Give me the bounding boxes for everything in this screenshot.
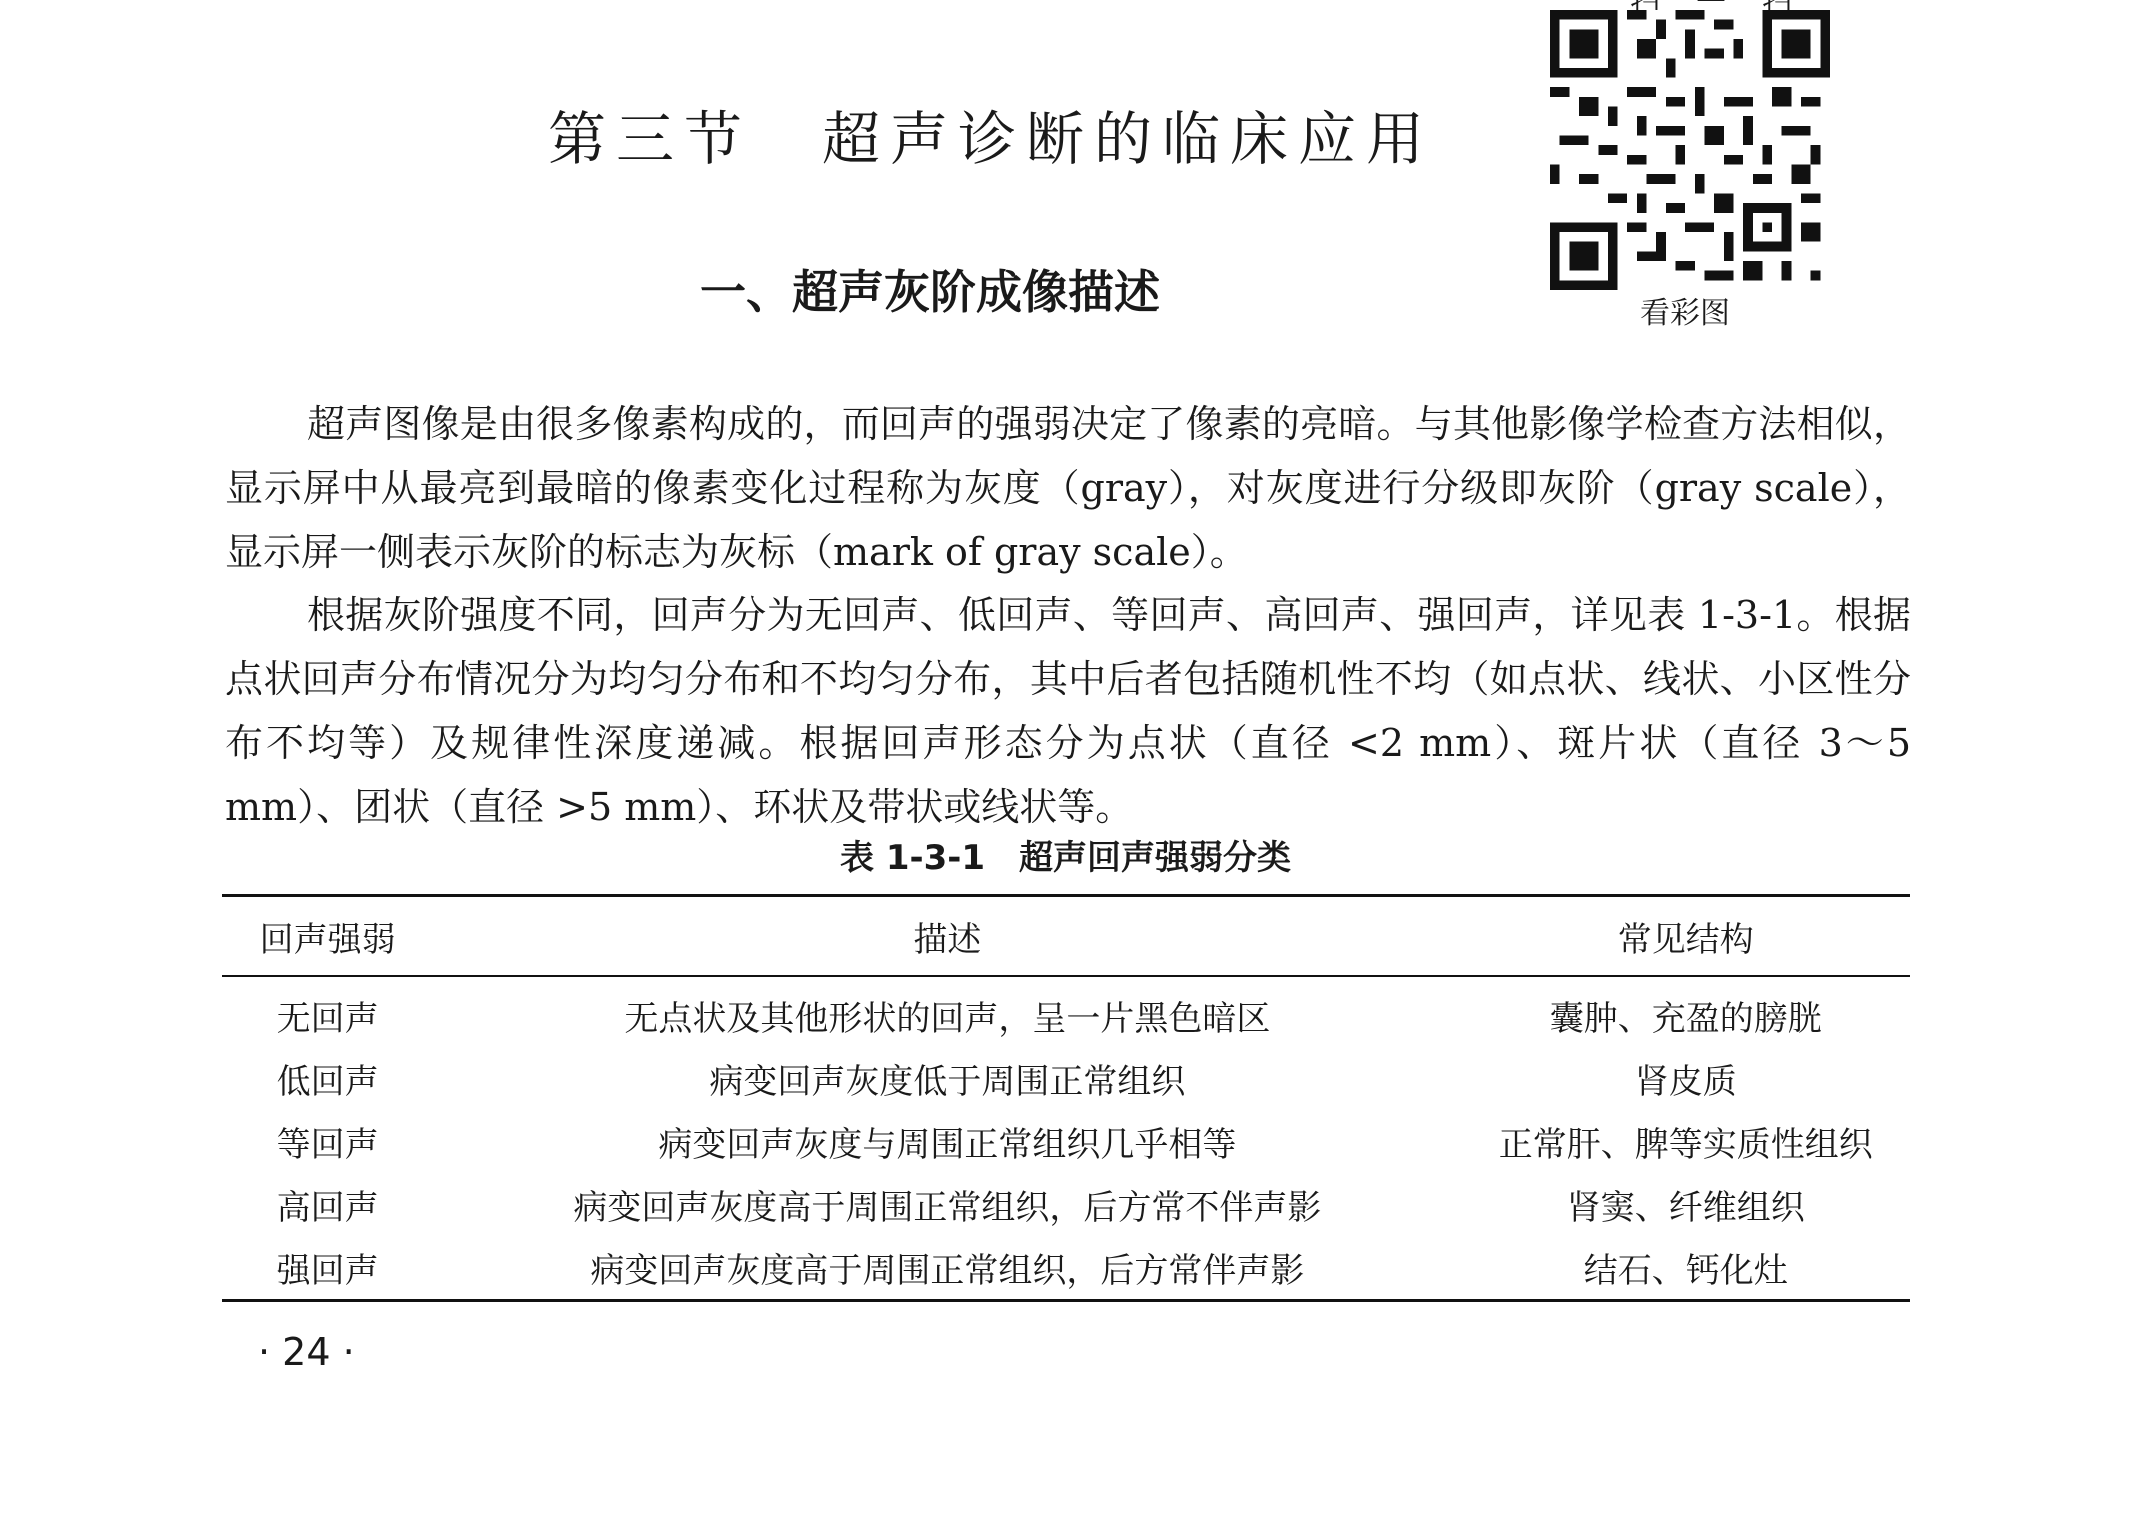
table-cell: 结石、钙化灶	[1461, 1236, 1910, 1301]
table-row	[222, 1173, 1910, 1236]
table-cell: 病变回声灰度低于周围正常组织	[709, 1062, 1186, 1102]
table-cell: 肾皮质	[1634, 1062, 1737, 1102]
qr-code-icon[interactable]	[1550, 10, 1830, 290]
table-header-cell: 常见结构	[1461, 896, 1910, 977]
table-cell: 无回声	[276, 999, 379, 1039]
section-heading: 一、超声灰阶成像描述	[700, 265, 1160, 319]
chapter-title	[548, 92, 1435, 176]
table-row	[222, 976, 1910, 1047]
table-row	[222, 1047, 1910, 1110]
echo-classification-table	[222, 894, 1910, 1302]
table-caption: 表 1-3-1 超声回声强弱分类	[840, 838, 1292, 878]
body-paragraph-1: 超声图像是由很多像素构成的，而回声的强弱决定了像素的亮暗。与其他影像学检查方法相似，显示屏中从最亮到最暗的像素变化过程称为灰度（gray），对灰度进行分级即灰阶（gray scale），显示屏一侧表示灰阶的标志为灰标（mark of gray scale）。	[225, 402, 1911, 574]
table-row	[222, 1236, 1910, 1301]
table-cell: 强回声	[222, 1236, 433, 1301]
table-header-cell: 描述	[433, 896, 1461, 977]
table-row	[222, 1110, 1910, 1173]
table-cell: 病变回声灰度高于周围正常组织，后方常伴声影	[433, 1236, 1461, 1301]
table-header-row	[222, 896, 1910, 977]
chapter-name: 超声诊断的临床应用	[822, 105, 1435, 173]
table-cell: 高回声	[276, 1188, 379, 1228]
table-header-cell: 回声强弱	[222, 896, 433, 977]
body-paragraph-2: 根据灰阶强度不同，回声分为无回声、低回声、等回声、高回声、强回声，详见表 1-3-1。根据点状回声分布情况分为均匀分布和不均匀分布，其中后者包括随机性不均（如点状、线状、小区性分布不均等）及规律性深度递减。根据回声形态分为点状（直径 <2 mm）、斑片状（直径 3～5 mm）、团状（直径 >5 mm）、环状及带状或线状等。	[225, 593, 1911, 829]
page-number: · 24 ·	[258, 1330, 355, 1374]
table-cell: 无点状及其他形状的回声，呈一片黑色暗区	[624, 999, 1271, 1039]
chapter-label: 第三节	[548, 105, 753, 173]
table-cell: 正常肝、脾等实质性组织	[1498, 1125, 1873, 1165]
table-cell: 囊肿、充盈的膀胱	[1549, 999, 1822, 1039]
table-cell: 病变回声灰度高于周围正常组织，后方常不伴声影	[573, 1188, 1322, 1228]
qr-caption: 看彩图	[1640, 296, 1730, 331]
table-cell: 等回声	[276, 1125, 379, 1165]
table-cell: 病变回声灰度与周围正常组织几乎相等	[658, 1125, 1237, 1165]
table-cell: 肾窦、纤维组织	[1566, 1188, 1805, 1228]
table-cell: 低回声	[276, 1062, 379, 1102]
